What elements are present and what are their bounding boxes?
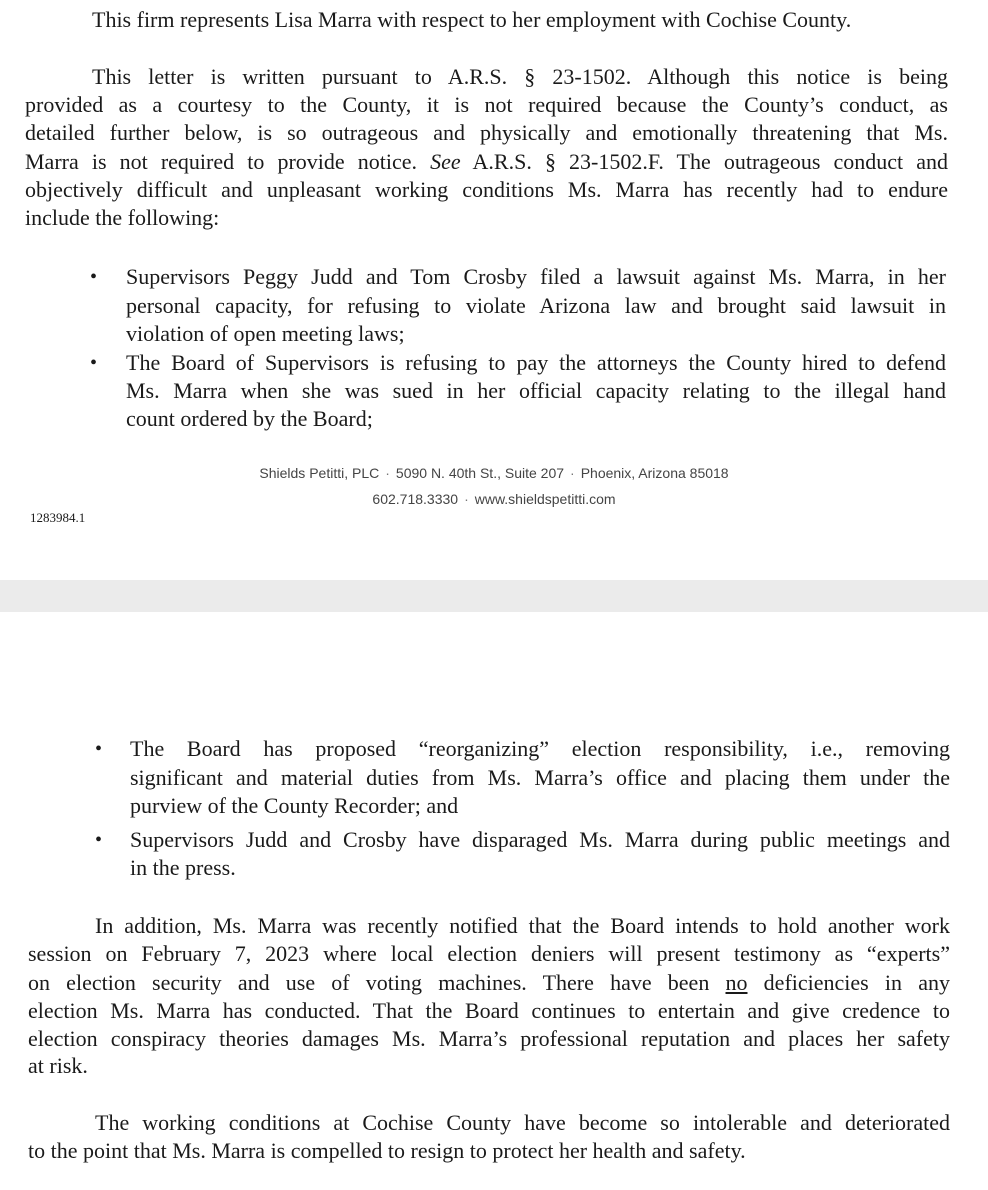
bullet-4-line-1: Supervisors Judd and Crosby have disparaged Ms. Marra during public meetings and [130,827,950,852]
bullet-2-line-1: The Board of Supervisors is refusing to pay the attorneys the County hired to defend [126,350,946,375]
para2-line-6: at risk. [28,1053,88,1078]
para2-line-4: election Ms. Marra has conducted. That the Board continues to entertain and give credence to [28,998,950,1023]
firm-city: Phoenix, Arizona 85018 [580,465,729,481]
intro-sentence: This firm represents Lisa Marra with respect to her employment with Cochise County. [92,7,852,32]
firm-footer-contact [0,489,988,509]
para1-line-4-start: Marra is not required to provide notice. [25,149,431,174]
firm-address: 5090 N. 40th St., Suite 207 [395,465,565,481]
bullet-icon: • [95,738,103,760]
para3-line-2: to the point that Ms. Marra is compelled to resign to protect her health and safety. [28,1138,746,1163]
para2-line-2: session on February 7, 2023 where local election deniers will present testimony as “experts” [28,941,950,966]
letter-page-2 [0,612,988,1190]
bullet-icon: • [90,352,98,374]
bullet-1-line-2: personal capacity, for refusing to violate Arizona law and brought said lawsuit in [126,293,946,318]
bullet-4-line-2: in the press. [130,855,236,880]
bullet-3-line-3: purview of the County Recorder; and [130,793,459,818]
para1-line-6: include the following: [25,205,220,230]
bullet-3-line-2: significant and material duties from Ms. Marra’s office and placing them under the [130,765,950,790]
bullet-icon: • [90,266,98,288]
para1-line-4 [25,148,948,176]
bullet-3-line-1: The Board has proposed “reorganizing” election responsibility, i.e., removing [130,736,950,761]
emphasized-no: no [725,970,748,995]
firm-name: Shields Petitti, PLC [259,465,380,481]
para2-line-3-start: on election security and use of voting machines. There have been [28,970,726,995]
bullet-1-line-1: Supervisors Peggy Judd and Tom Crosby filed a lawsuit against Ms. Marra, in her [126,264,946,289]
see-signal: See [430,149,461,174]
para2-line-5: election conspiracy theories damages Ms. Marra’s professional reputation and places her safety [28,1026,950,1051]
para3-line-1: The working conditions at Cochise County have become so intolerable and deteriorated [95,1110,950,1135]
footer-separator: · [464,491,469,507]
bullet-2-line-3: count ordered by the Board; [126,406,373,431]
para2-line-3 [28,969,950,997]
firm-footer-address [0,463,988,483]
para1-line-4-end: A.R.S. § 23-1502.F. The outrageous conduct and [460,149,948,174]
footer-separator: · [570,465,575,481]
bullet-icon: • [95,829,103,851]
bullet-1-line-3: violation of open meeting laws; [126,321,405,346]
para1-line-3: detailed further below, is so outrageous and physically and emotionally threatening that Ms. [25,120,948,145]
bullet-2-line-2: Ms. Marra when she was sued in her official capacity relating to the illegal hand [126,378,946,403]
para2-line-1: In addition, Ms. Marra was recently notified that the Board intends to hold another work [95,913,950,938]
page-separator [0,580,988,612]
para1-line-2: provided as a courtesy to the County, it is not required because the County’s conduct, as [25,92,948,117]
para2-line-3-end: deficiencies in any [747,970,950,995]
letter-page-1 [0,0,988,580]
para1-line-5: objectively difficult and unpleasant working conditions Ms. Marra has recently had to endure [25,177,948,202]
firm-website: www.shieldspetitti.com [474,491,616,507]
footer-separator: · [385,465,390,481]
para1-line-1: This letter is written pursuant to A.R.S. § 23-1502. Although this notice is being [92,64,948,89]
document-number: 1283984.1 [30,510,86,525]
firm-phone: 602.718.3330 [372,491,459,507]
